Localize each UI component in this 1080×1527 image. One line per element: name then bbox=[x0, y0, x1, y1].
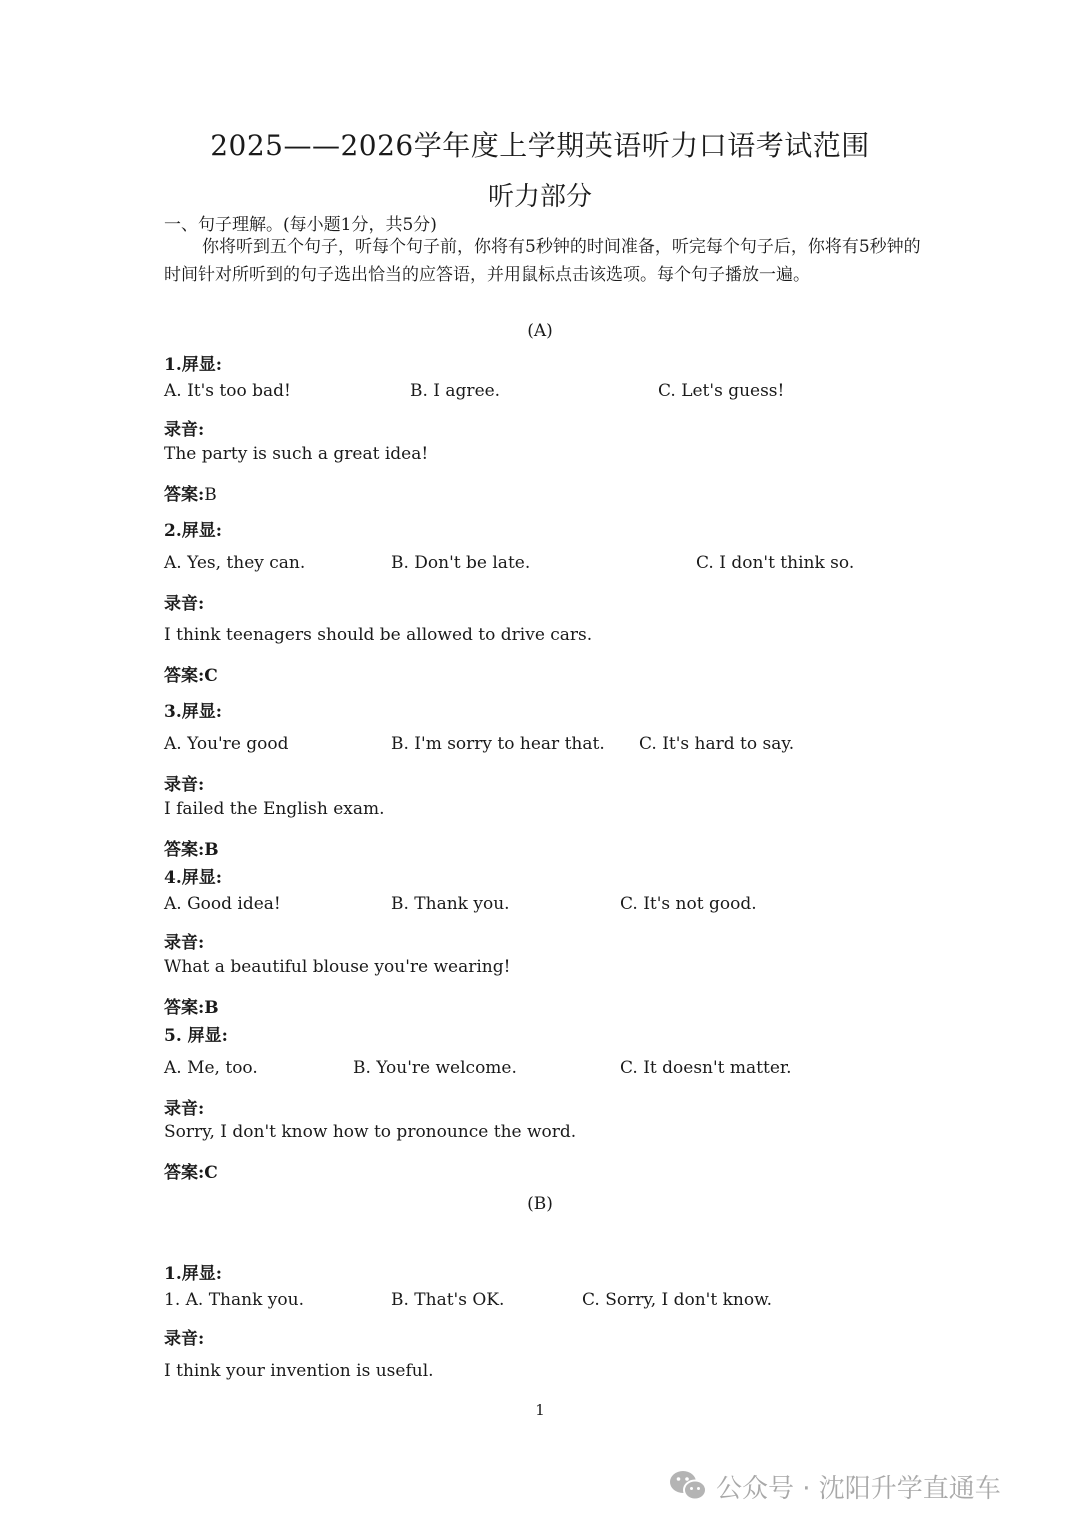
recording-text: What a beautiful blouse you're wearing! bbox=[164, 957, 511, 977]
option-a: A. Yes, they can. bbox=[164, 553, 306, 573]
option-a: A. It's too bad! bbox=[164, 381, 291, 401]
option-c: C. It's hard to say. bbox=[639, 734, 795, 754]
recording-label: 录音: bbox=[164, 420, 205, 440]
option-b: B. I'm sorry to hear that. bbox=[391, 734, 605, 754]
answer-label: 答案: bbox=[164, 666, 205, 686]
part-b-label: (B) bbox=[527, 1194, 553, 1214]
answer-value: B bbox=[204, 485, 217, 505]
recording-label: 录音: bbox=[164, 594, 205, 614]
option-b: B. Don't be late. bbox=[391, 553, 531, 573]
option-c: C. It's not good. bbox=[620, 894, 757, 914]
recording-text: The party is such a great idea! bbox=[164, 444, 429, 464]
item-screen-label: 4.屏显: bbox=[164, 868, 223, 888]
item-screen-label: 3.屏显: bbox=[164, 702, 223, 722]
recording-label: 录音: bbox=[164, 1329, 205, 1349]
item-screen-label: 1.屏显: bbox=[164, 355, 223, 375]
answer-label: 答案: bbox=[164, 485, 205, 505]
option-b: B. I agree. bbox=[410, 381, 501, 401]
option-c: C. Sorry, I don't know. bbox=[582, 1290, 773, 1310]
page-subtitle: 听力部分 bbox=[487, 182, 592, 212]
section-heading: 一、句子理解。(每小题1分，共5分) bbox=[164, 215, 437, 235]
answer-value: B bbox=[204, 998, 219, 1018]
answer-value: C bbox=[204, 1163, 218, 1183]
option-a: A. Me, too. bbox=[164, 1058, 258, 1078]
answer-line bbox=[164, 993, 219, 1018]
recording-text: I failed the English exam. bbox=[164, 799, 385, 819]
answer-line bbox=[164, 1158, 218, 1183]
watermark-text: 公众号 · 沈阳升学直通车 bbox=[716, 1473, 1001, 1504]
recording-text: I think your invention is useful. bbox=[164, 1361, 434, 1381]
item-screen-label: 1.屏显: bbox=[164, 1264, 223, 1284]
page-number: 1 bbox=[535, 1401, 545, 1419]
answer-line bbox=[164, 661, 218, 686]
answer-label: 答案: bbox=[164, 1163, 205, 1183]
option-c: C. It doesn't matter. bbox=[620, 1058, 792, 1078]
option-b: B. That's OK. bbox=[391, 1290, 505, 1310]
recording-label: 录音: bbox=[164, 775, 205, 795]
option-b: B. Thank you. bbox=[391, 894, 510, 914]
option-a: 1. A. Thank you. bbox=[164, 1290, 304, 1310]
answer-label: 答案: bbox=[164, 998, 205, 1018]
answer-line bbox=[164, 835, 219, 860]
section-instructions: 你将听到五个句子，听每个句子前，你将有5秒钟的时间准备，听完每个句子后，你将有5秒钟的时间针对所听到的句子选出恰当的应答语，并用鼠标点击该选项。每个句子播放一遍。 bbox=[164, 237, 921, 285]
item-screen-label: 2.屏显: bbox=[164, 521, 223, 541]
watermark bbox=[668, 1464, 1001, 1508]
recording-label: 录音: bbox=[164, 1099, 205, 1119]
answer-label: 答案: bbox=[164, 840, 205, 860]
option-b: B. You're welcome. bbox=[353, 1058, 517, 1078]
answer-value: C bbox=[204, 666, 218, 686]
option-c: C. Let's guess! bbox=[658, 381, 785, 401]
option-c: C. I don't think so. bbox=[696, 553, 855, 573]
answer-line bbox=[164, 480, 217, 505]
recording-label: 录音: bbox=[164, 933, 205, 953]
recording-text: I think teenagers should be allowed to drive cars. bbox=[164, 625, 593, 645]
item-screen-label: 5. 屏显: bbox=[164, 1026, 228, 1046]
recording-text: Sorry, I don't know how to pronounce the word. bbox=[164, 1122, 577, 1142]
page-title: 2025——2026学年度上学期英语听力口语考试范围 bbox=[210, 129, 870, 162]
option-a: A. You're good bbox=[164, 734, 289, 754]
option-a: A. Good idea! bbox=[164, 894, 281, 914]
part-a-label: (A) bbox=[527, 321, 553, 341]
answer-value: B bbox=[204, 840, 219, 860]
wechat-icon bbox=[668, 1469, 708, 1503]
